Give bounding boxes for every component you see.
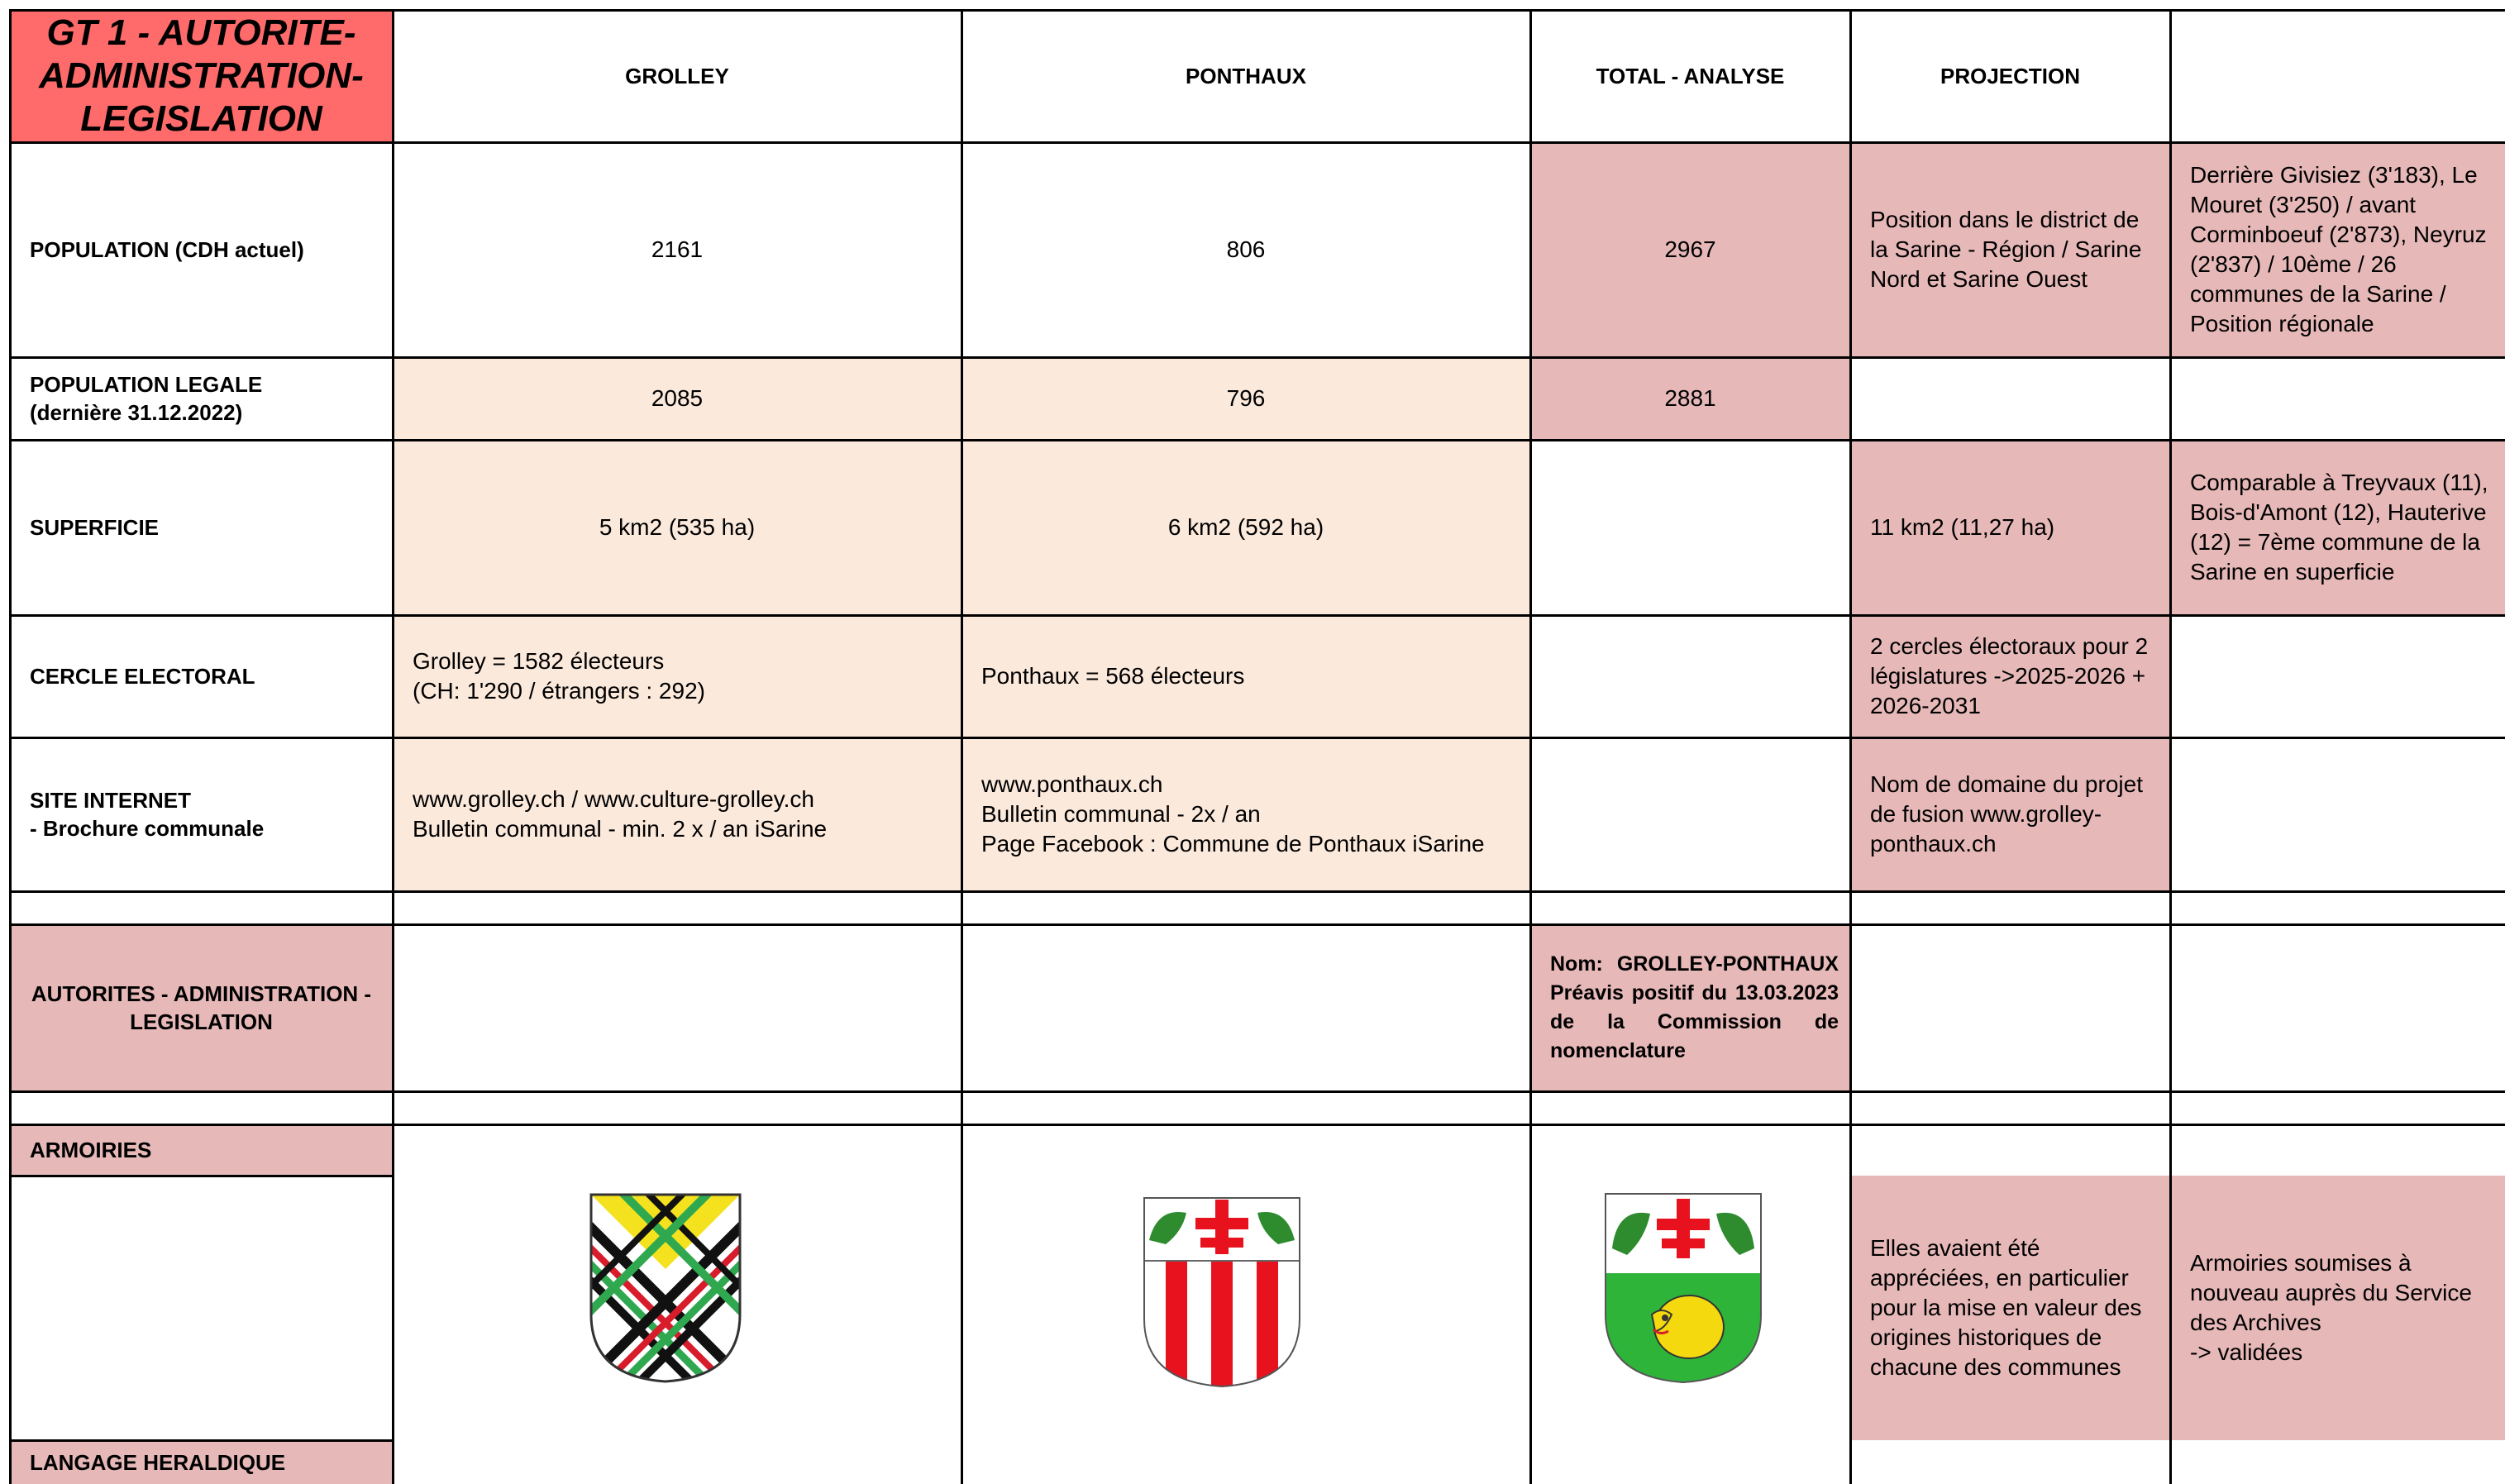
site-projection [1850, 737, 2170, 891]
superficie-grolley [393, 440, 961, 615]
armoiries-extra [2170, 1176, 2505, 1440]
grid-line [10, 614, 2505, 617]
autorites-total [1530, 924, 1850, 1091]
superficie-projection [1850, 440, 2170, 615]
row-label-armoiries [10, 1124, 393, 1176]
cercle-grolley [393, 615, 961, 737]
autorites-label: AUTORITES - ADMINISTRATION - LEGISLATION [31, 981, 372, 1034]
grid-line [10, 439, 2505, 441]
population-extra [2170, 142, 2505, 357]
row-label-population-legale [10, 357, 393, 440]
population-extra-text: Derrière Givisiez (3'183), Le Mouret (3'250) / avant Corminboeuf (2'873), Neyruz (2'837) / 10ème / 26 communes de la Sarine / Position régionale [2190, 162, 2487, 336]
row-label-population [10, 142, 393, 357]
column-header-total [1530, 10, 1850, 142]
superficie-label: SUPERFICIE [30, 515, 160, 540]
grid-line [1529, 9, 1532, 1484]
site-grolley [393, 737, 961, 891]
superficie-ponthaux [961, 440, 1530, 615]
page-title: GT 1 - AUTORITE- ADMINISTRATION- LEGISLATION [39, 12, 364, 139]
row-label-cercle [10, 615, 393, 737]
superficie-extra [2170, 440, 2505, 615]
superficie-grolley-value: 5 km2 (535 ha) [599, 514, 756, 540]
superficie-ponthaux-value: 6 km2 (592 ha) [1167, 514, 1324, 540]
population-legale-label: POPULATION LEGALE (dernière 31.12.2022) [30, 372, 263, 425]
grid-line [10, 1175, 393, 1177]
grid-line [10, 923, 2505, 926]
cercle-label: CERCLE ELECTORAL [30, 664, 255, 689]
population-total [1530, 142, 1850, 357]
column-header-total-label: TOTAL - ANALYSE [1596, 64, 1785, 88]
cercle-ponthaux [961, 615, 1530, 737]
grid-line [10, 890, 2505, 893]
row-label-autorites [10, 924, 393, 1091]
grid-line [961, 9, 963, 1484]
row-label-langage [10, 1440, 393, 1484]
row-label-site [10, 737, 393, 891]
armoiries-projection [1850, 1176, 2170, 1440]
population-legale-grolley-value: 2085 [651, 385, 704, 411]
grolley-ponthaux-coat-of-arms-icon [1602, 1191, 1764, 1386]
grid-line [2169, 9, 2172, 1484]
ponthaux-coat-of-arms-icon [1141, 1195, 1303, 1390]
population-ponthaux [961, 142, 1530, 357]
superficie-projection-text: 11 km2 (11,27 ha) [1870, 514, 2055, 540]
site-projection-text: Nom de domaine du projet de fusion www.grolley-ponthaux.ch [1870, 771, 2143, 857]
site-ponthaux [961, 737, 1530, 891]
cercle-projection-text: 2 cercles électoraux pour 2 législatures ->2025-2026 + 2026-2031 [1870, 633, 2149, 718]
column-header-ponthaux-label: PONTHAUX [1186, 64, 1306, 88]
superficie-extra-text: Comparable à Treyvaux (11), Bois-d'Amont (12), Hauterive (12) = 7ème commune de la Sarine en superficie [2190, 470, 2488, 585]
grid-line [10, 356, 2505, 359]
population-legale-grolley [393, 357, 961, 440]
population-grolley-value: 2161 [651, 236, 704, 262]
grid-line [10, 1439, 393, 1442]
grid-line [10, 1124, 2505, 1126]
cercle-projection [1850, 615, 2170, 737]
population-ponthaux-value: 806 [1226, 236, 1266, 262]
column-header-grolley-label: GROLLEY [625, 64, 729, 88]
population-label: POPULATION (CDH actuel) [30, 237, 304, 262]
grid-line [10, 737, 2505, 739]
population-projection-text: Position dans le district de la Sarine - Région / Sarine Nord et Sarine Ouest [1870, 207, 2142, 292]
population-projection [1850, 142, 2170, 357]
site-ponthaux-text: www.ponthaux.ch Bulletin communal - 2x / an Page Facebook : Commune de Ponthaux iSarine [981, 771, 1485, 857]
grid-line [10, 9, 2505, 12]
population-legale-ponthaux-value: 796 [1226, 385, 1266, 411]
cercle-ponthaux-text: Ponthaux = 568 électeurs [981, 663, 1245, 689]
site-label: SITE INTERNET - Brochure communale [30, 788, 265, 841]
population-legale-total [1530, 357, 1850, 440]
cercle-grolley-text: Grolley = 1582 électeurs (CH: 1'290 / étrangers : 292) [413, 648, 705, 704]
column-header-ponthaux [961, 10, 1530, 142]
grid-line [9, 9, 12, 1484]
grid-line [10, 141, 2505, 144]
armoiries-label: ARMOIRIES [30, 1138, 152, 1162]
population-grolley [393, 142, 961, 357]
title-cell [10, 10, 393, 142]
autorites-total-text: Nom: GROLLEY-PONTHAUX Préavis positif du 13.03.2023 de la Commission de nomenclature [1550, 952, 1839, 1062]
population-legale-ponthaux [961, 357, 1530, 440]
population-total-value: 2967 [1664, 236, 1716, 262]
grid-line [392, 9, 394, 1484]
armoiries-projection-text: Elles avaient été appréciées, en particulier pour la mise en valeur des origines historiques de chacune des communes [1870, 1235, 2142, 1380]
grid-line [10, 1090, 2505, 1093]
armoiries-extra-text: Armoiries soumises à nouveau auprès du Service des Archives -> validées [2190, 1250, 2472, 1365]
grid-line [1849, 9, 1852, 1484]
row-label-superficie [10, 440, 393, 615]
column-header-projection [1850, 10, 2170, 142]
langage-label: LANGAGE HERALDIQUE [30, 1449, 286, 1475]
site-grolley-text: www.grolley.ch / www.culture-grolley.ch Bulletin communal - min. 2 x / an iSarine [413, 786, 828, 842]
population-legale-total-value: 2881 [1664, 385, 1716, 411]
column-header-grolley [393, 10, 961, 142]
column-header-projection-label: PROJECTION [1940, 64, 2081, 88]
grolley-coat-of-arms-icon [587, 1191, 744, 1386]
